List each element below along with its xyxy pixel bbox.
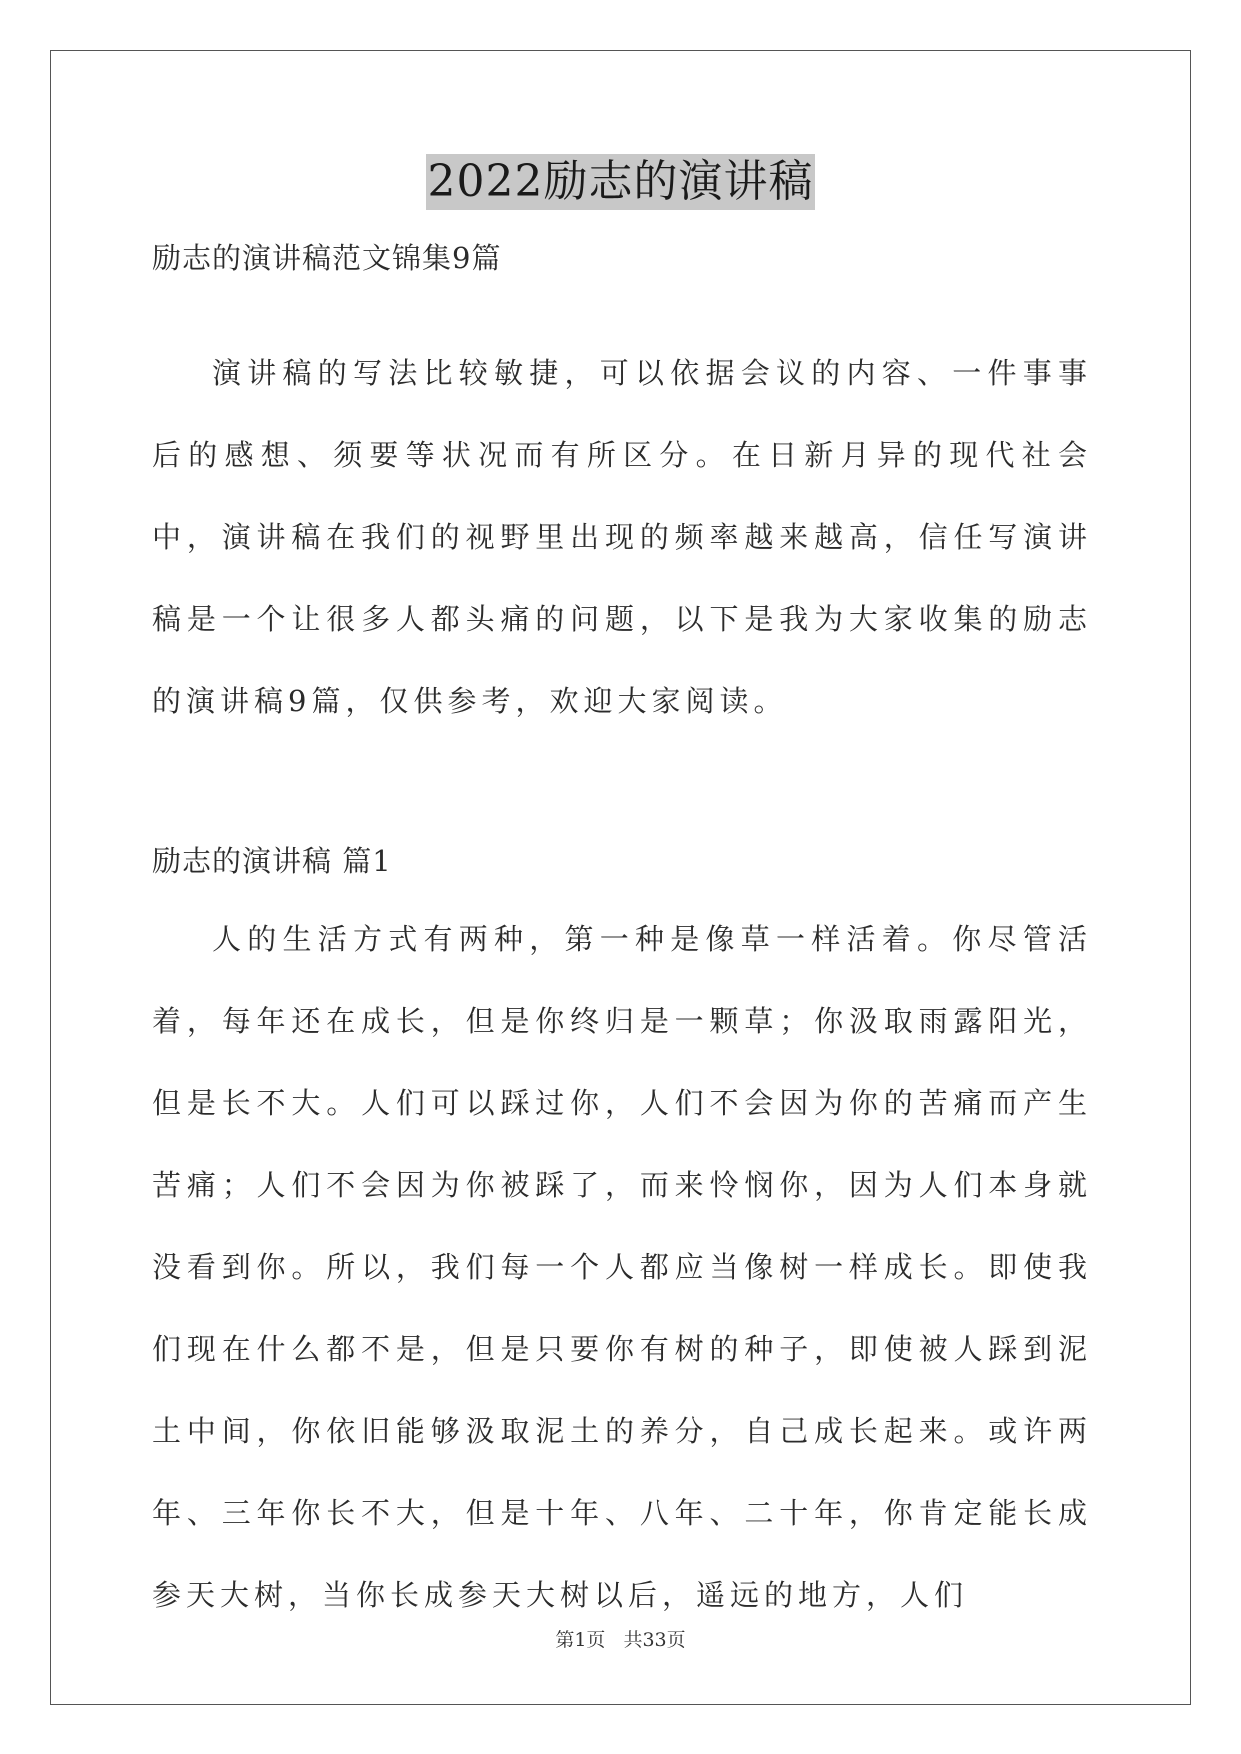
document-title: 2022励志的演讲稿 bbox=[426, 154, 816, 210]
intro-paragraph: 演讲稿的写法比较敏捷，可以依据会议的内容、一件事事后的感想、须要等状况而有所区分。在日新月异的现代社会中，演讲稿在我们的视野里出现的频率越来越高，信任写演讲稿是一个让很多人都头痛的问题，以下是我为大家收集的励志的演讲稿9篇，仅供参考，欢迎大家阅读。 bbox=[152, 356, 1092, 718]
page-total: 共33页 bbox=[623, 1629, 686, 1651]
document-subtitle: 励志的演讲稿范文锦集9篇 bbox=[152, 241, 502, 275]
title-container bbox=[0, 154, 1241, 210]
section-paragraph: 人的生活方式有两种，第一种是像草一样活着。你尽管活着，每年还在成长，但是你终归是一颗草；你汲取雨露阳光，但是长不大。人们可以踩过你，人们不会因为你的苦痛而产生苦痛；人们不会因为你被踩了，而来怜悯你，因为人们本身就没看到你。所以，我们每一个人都应当像树一样成长。即使我们现在什么都不是，但是只要你有树的种子，即使被人踩到泥土中间，你依旧能够汲取泥土的养分，自己成长起来。或许两年、三年你长不大，但是十年、八年、二十年，你肯定能长成参天大树，当你长成参天大树以后，遥远的地方，人们 bbox=[152, 922, 1092, 1612]
section-heading: 励志的演讲稿 篇1 bbox=[152, 844, 392, 878]
page-footer bbox=[0, 1628, 1241, 1652]
page-number: 第1页 bbox=[555, 1629, 606, 1651]
